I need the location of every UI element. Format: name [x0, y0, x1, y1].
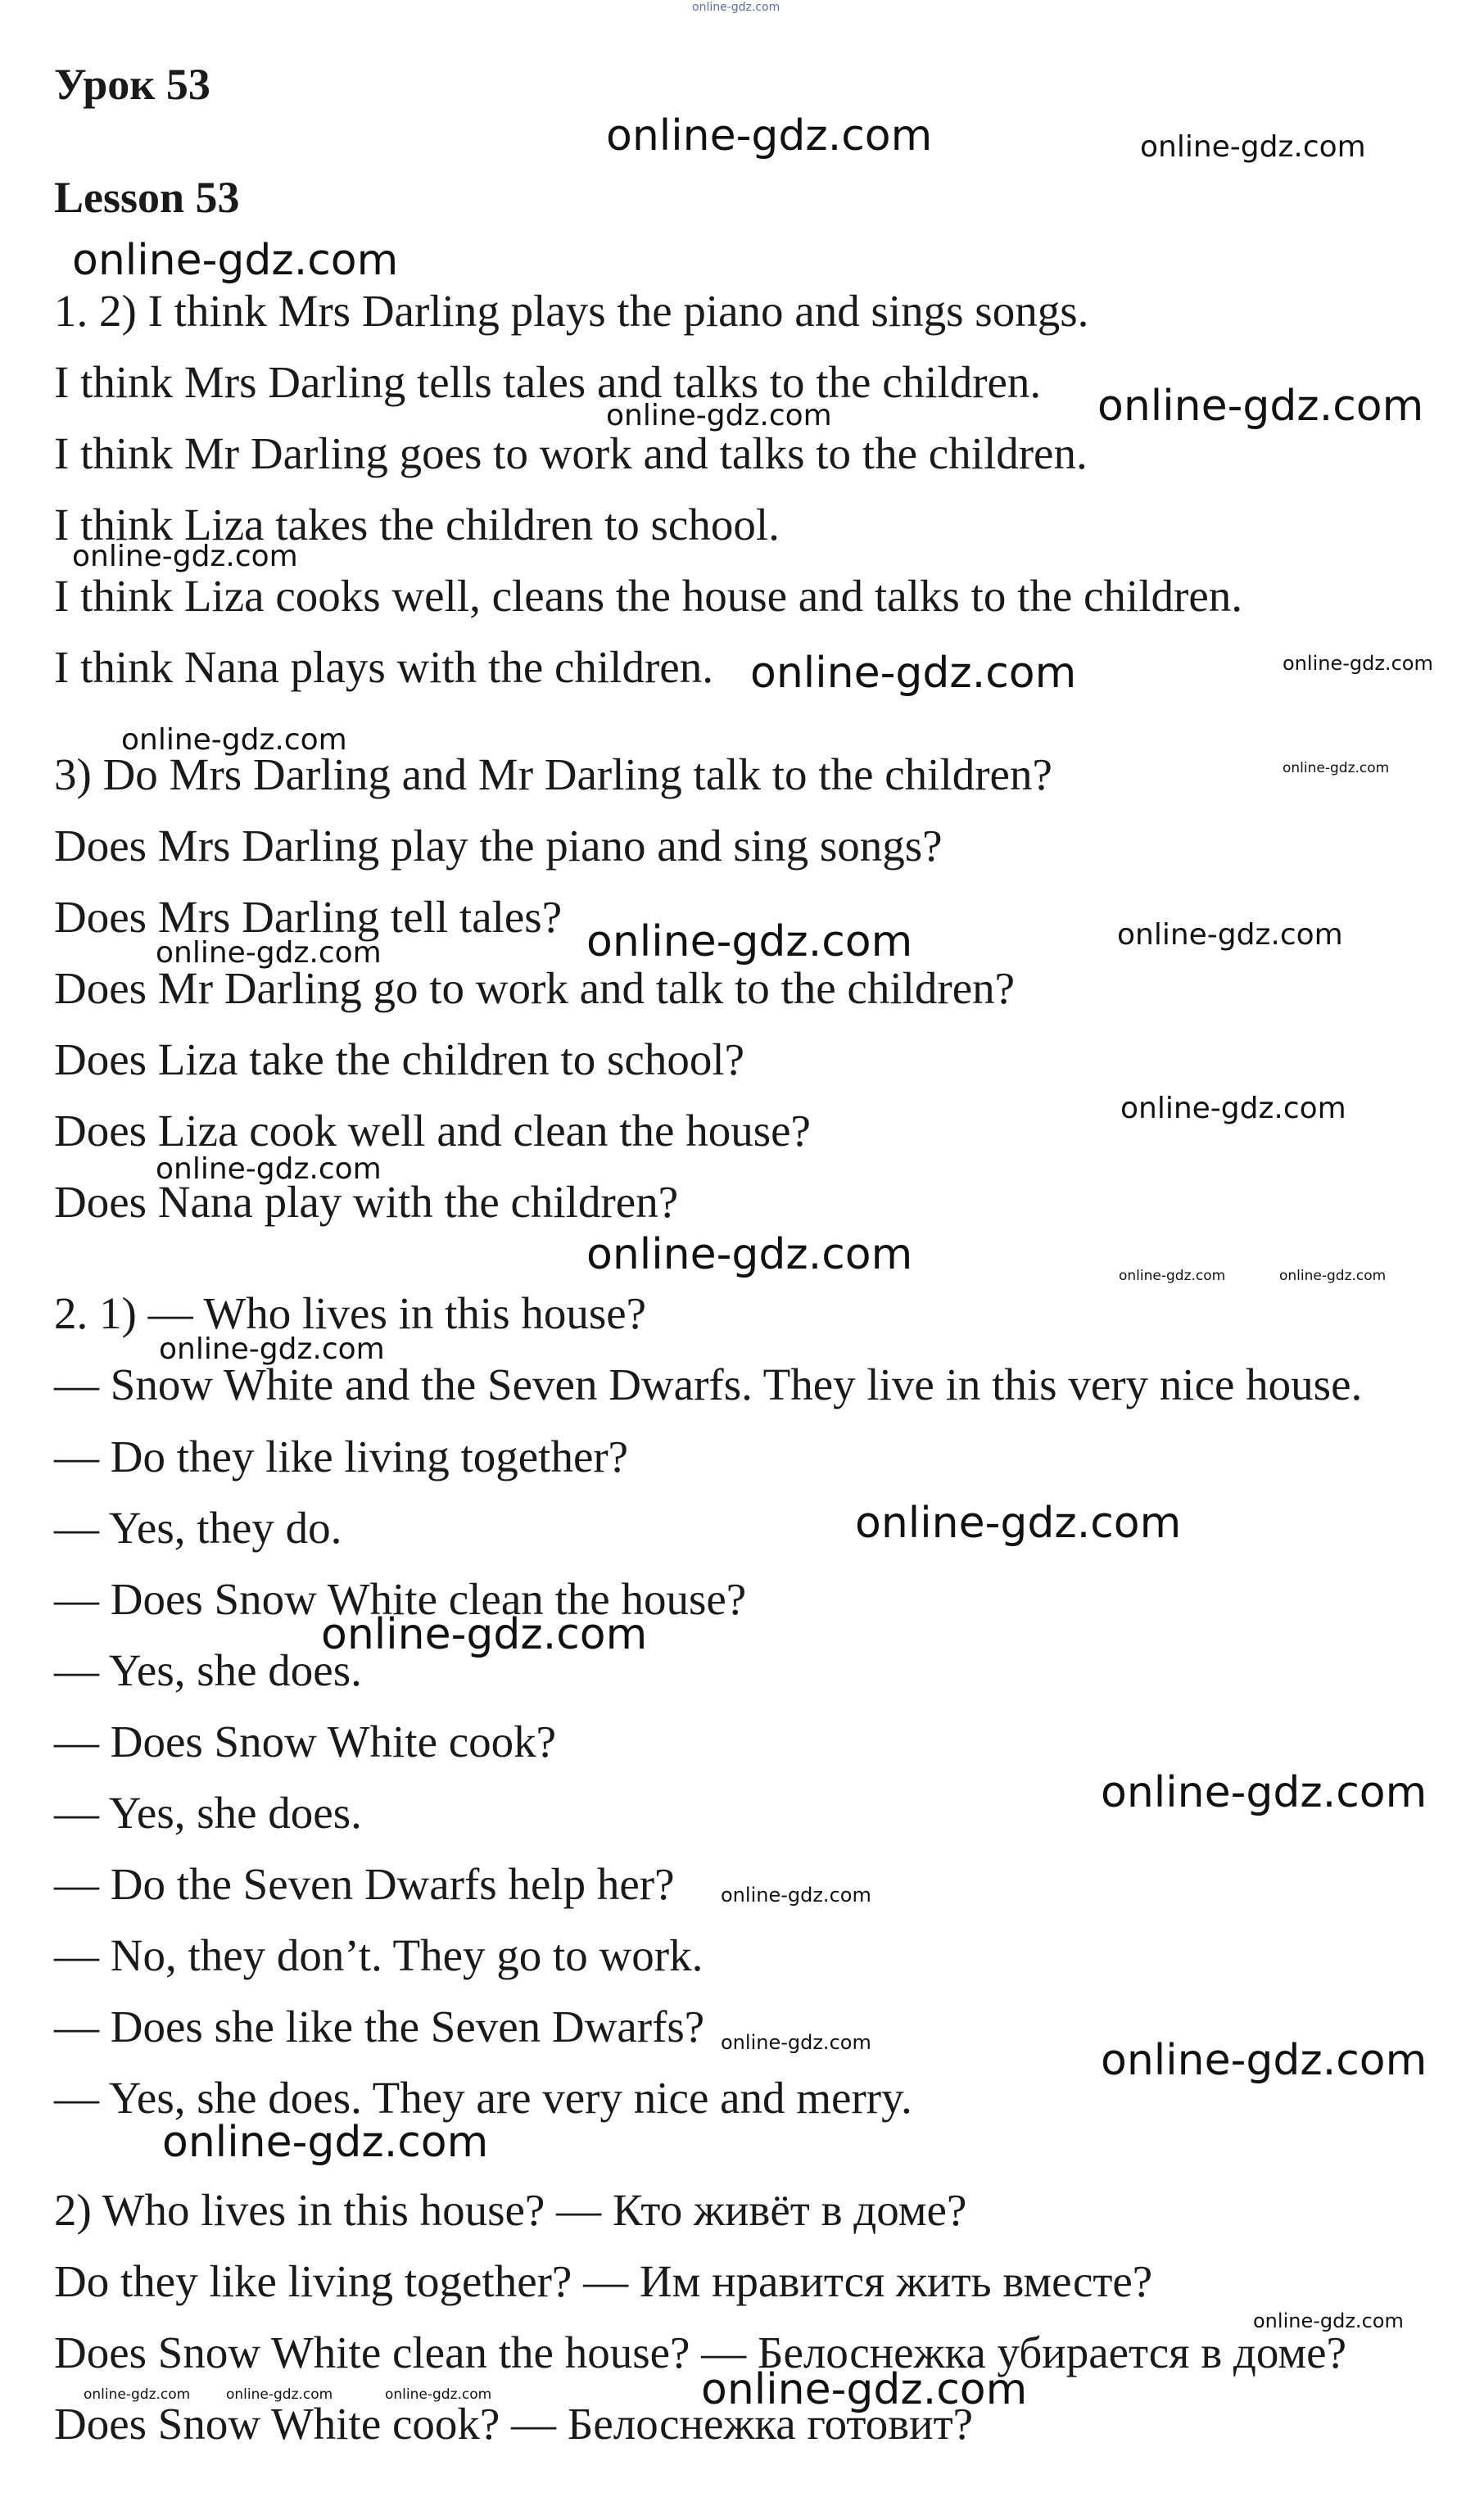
text-line: — Yes, she does. They are very nice and merry.: [54, 2073, 912, 2123]
text-line: — Do they like living together?: [54, 1432, 629, 1481]
text-line: I think Liza takes the children to school.: [54, 500, 780, 550]
text-line: — Yes, she does.: [54, 1645, 362, 1695]
watermark: online-gdz.com: [1283, 652, 1433, 675]
text-line: — Snow White and the Seven Dwarfs. They live in this very nice house.: [54, 1359, 1363, 1409]
watermark: online-gdz.com: [159, 1332, 385, 1366]
watermark: online-gdz.com: [721, 2031, 871, 2054]
text-line: — Yes, they do.: [54, 1503, 342, 1553]
text-line: — Does Snow White cook?: [54, 1717, 557, 1766]
watermark: online-gdz.com: [321, 1610, 648, 1659]
text-line: I think Mrs Darling tells tales and talks to the children.: [54, 357, 1042, 407]
heading-ru: Урок 53: [54, 60, 210, 109]
watermark: online-gdz.com: [1097, 382, 1424, 431]
text-line: — Does Snow White clean the house?: [54, 1574, 747, 1624]
text-line: 3) Do Mrs Darling and Mr Darling talk to the children?: [54, 749, 1052, 799]
text-line: — Yes, she does.: [54, 1788, 362, 1838]
watermark: online-gdz.com: [606, 399, 832, 432]
text-line: — No, they don’t. They go to work.: [54, 1930, 704, 1980]
watermark: online-gdz.com: [72, 236, 399, 285]
text-line: I think Nana plays with the children.: [54, 642, 713, 692]
watermark: online-gdz.com: [84, 2386, 191, 2403]
watermark: online-gdz.com: [1279, 1268, 1387, 1284]
watermark: online-gdz.com: [1283, 760, 1390, 776]
watermark: online-gdz.com: [156, 936, 382, 970]
watermark: online-gdz.com: [121, 723, 347, 757]
text-line: 2) Who lives in this house? — Кто живёт в доме?: [54, 2185, 967, 2235]
watermark: online-gdz.com: [226, 2386, 333, 2403]
watermark: online-gdz.com: [1117, 918, 1343, 952]
text-line: Does Mrs Darling tell tales?: [54, 892, 563, 942]
watermark: online-gdz.com: [701, 2365, 1028, 2414]
text-line: — Does she like the Seven Dwarfs?: [54, 2002, 705, 2051]
watermark: online-gdz.com: [385, 2386, 492, 2403]
watermark: online-gdz.com: [586, 1230, 913, 1279]
text-line: 2. 1) — Who lives in this house?: [54, 1288, 647, 1338]
text-line: Does Mr Darling go to work and talk to the children?: [54, 963, 1016, 1013]
watermark: online-gdz.com: [1119, 1268, 1226, 1284]
text-line: 1. 2) I think Mrs Darling plays the piano and sings songs.: [54, 286, 1089, 336]
watermark: online-gdz.com: [72, 540, 298, 573]
text-line: I think Mr Darling goes to work and talks to the children.: [54, 428, 1088, 478]
watermark: online-gdz.com: [1140, 130, 1366, 164]
watermark: online-gdz.com: [162, 2118, 489, 2167]
text-line: Does Liza cook well and clean the house?: [54, 1106, 811, 1156]
watermark: online-gdz.com: [750, 649, 1077, 698]
text-line: Do they like living together? — Им нравится жить вместе?: [54, 2256, 1153, 2306]
text-line: I think Liza cooks well, cleans the house and talks to the children.: [54, 571, 1242, 621]
watermark: online-gdz.com: [606, 111, 933, 161]
heading-en: Lesson 53: [54, 173, 240, 222]
watermark: online-gdz.com: [1120, 1092, 1346, 1125]
text-line: Does Snow White cook? — Белоснежка готовит?: [54, 2399, 974, 2449]
watermark: online-gdz.com: [1253, 2309, 1404, 2332]
text-line: — Do the Seven Dwarfs help her?: [54, 1859, 675, 1909]
text-line: Does Liza take the children to school?: [54, 1034, 745, 1084]
watermark: online-gdz.com: [1101, 1768, 1427, 1817]
text-line: Does Snow White clean the house? — Белоснежка убирается в доме?: [54, 2327, 1347, 2377]
watermark: online-gdz.com: [692, 1, 780, 14]
watermark: online-gdz.com: [721, 1884, 871, 1907]
watermark: online-gdz.com: [1101, 2036, 1427, 2085]
watermark: online-gdz.com: [586, 917, 913, 966]
watermark: online-gdz.com: [156, 1152, 382, 1186]
text-line: Does Nana play with the children?: [54, 1177, 679, 1227]
watermark: online-gdz.com: [855, 1499, 1182, 1548]
text-line: Does Mrs Darling play the piano and sing songs?: [54, 821, 943, 871]
